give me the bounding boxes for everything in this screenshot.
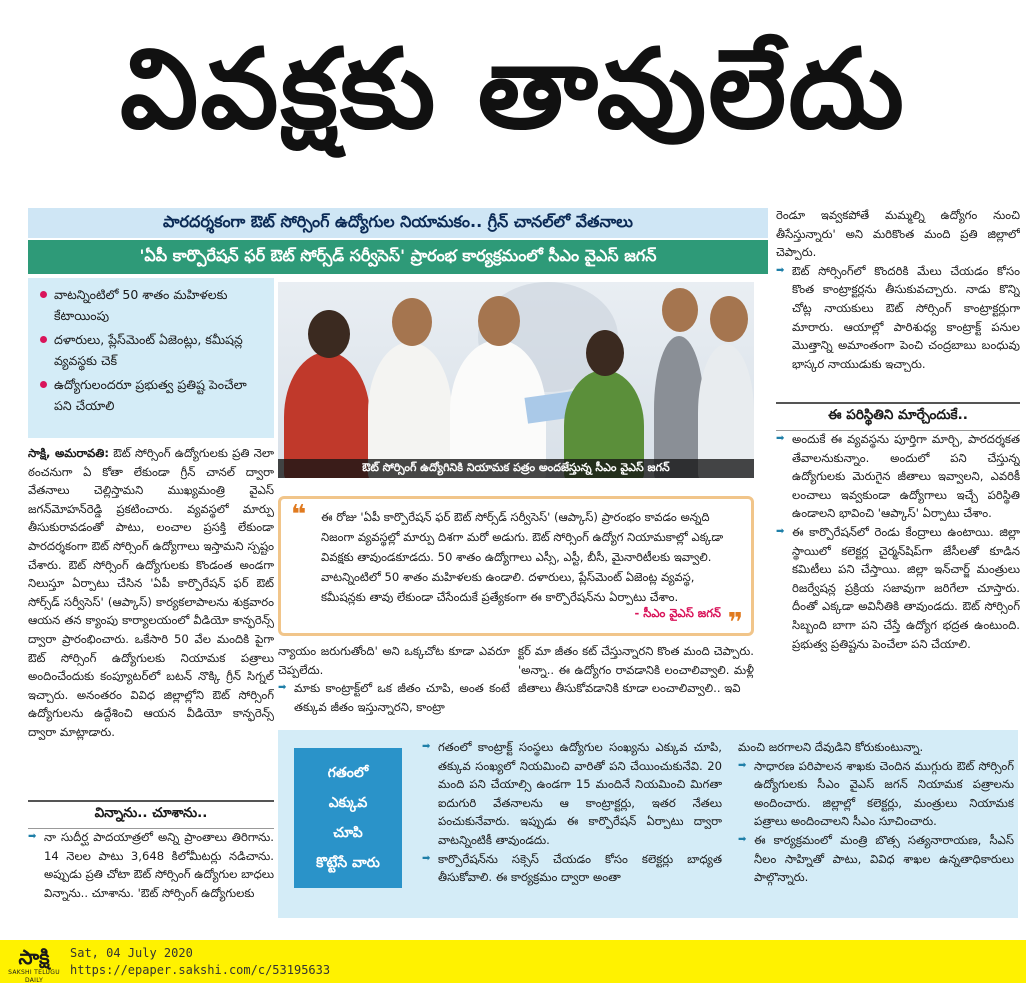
person-head-shape <box>478 296 520 346</box>
sakshi-logo <box>6 945 62 983</box>
person-shape <box>698 344 754 478</box>
news-photo <box>278 282 754 478</box>
past-col2-p1: మంచి జరగాలని దేవుడిని కోరుకుంటున్నా. <box>738 740 924 754</box>
person-head-shape <box>308 310 350 358</box>
past-box-col2 <box>738 738 1014 914</box>
past-col2-p2: ➡ సాధారణ పరిపాలన శాఖకు చెందిన ముగ్గురు ఔట్ సోర్సింగ్ ఉద్యోగులకు సీఎం వైఎస్ జగన్ నియామక పత్రాలను అందించారు. జిల్లాల్లో కలెక్టర్లు, మంత్రులు నియామక పత్రాలు అందించాలని సీఎం సూచించారు. <box>738 757 1014 831</box>
highlight-item: వాటన్నింటిలో 50 శాతం మహిళలకు కేటాయింపు <box>38 284 268 326</box>
left-sub-column <box>28 828 274 920</box>
footer-url[interactable]: https://epaper.sakshi.com/c/53195633 <box>70 963 331 977</box>
highlights-box <box>28 278 274 438</box>
middle-b-p1: క్టర్ మా జీతం కట్ చేస్తున్నారని కొంత మంది చెప్పారు. 'అన్నా.. ఈ ఉద్యోగం రావడానికి లంచాలివ్వాలి. మళ్లీ జీతాలు తీసుకోవడానికి కూడా లంచాలివ్వాలి.. ఇవి <box>518 644 754 696</box>
right-column-top <box>776 206 1020 394</box>
right-p1: రెండూ ఇవ్వకపోతే మమ్మల్ని ఉద్యోగం నుంచి తీసేస్తున్నారు' అని మరికొంత మంది ప్రతి జిల్లాలో చెప్పారు. <box>776 208 1020 260</box>
person-head-shape <box>662 288 698 332</box>
middle-column-b <box>518 642 754 726</box>
past-col1-p1: ➡ గతంలో కాంట్రాక్ట్ సంస్థలు ఉద్యోగుల సంఖ్యను ఎక్కువ చూపి, తక్కువ సంఖ్యలో నియమించి వారితో పని చేయించుకునేవి. 20 మంది పని చేయాల్సి ఉండగా 15 మందినే నియమించి మిగతా ఐదుగురి వేతనాలను ఆ కాంట్రాక్టర్లు, ఇతర నేతలు పంచుకునేవారు. ఇప్పుడు ఈ కార్పొరేషన్ ఏర్పాటు ద్వారా వాటన్నింటికీ తావుండదు. <box>422 738 722 850</box>
past-label-line: గతంలో <box>327 765 369 781</box>
middle-a-p2: ➡ మాకు కాంట్రాక్ట్‌లో ఒక జీతం చూపి, అంత కంటే తక్కువ జీతం ఇస్తున్నారని, కాంట్రా <box>278 679 510 716</box>
logo-subtext: SAKSHI TELUGU DAILY <box>8 969 60 983</box>
close-quote-icon: ❞ <box>727 608 743 638</box>
quote-text: ఈ రోజు 'ఏపీ కార్పొరేషన్ ఫర్ ఔట్ సోర్స్‌డ్ సర్వీసెస్' (ఆప్కాస్) ప్రారంభం కావడం అన్నది నిజంగా వ్యవస్థల్లో మార్పు దిశగా మరో అడుగు. ఔట్ సోర్సింగ్ ఉద్యోగ నియామకాల్లో ఎక్కడా వివక్షకు తావుండకూడదు. 50 శాతం ఉద్యోగాలు ఎస్సీ, ఎస్టీ, బీసీ, మైనారిటీలకు ఇవ్వాలి. వాటన్నింటిలో 50 శాతం మహిళలకు ఉండాలి. దళారులు, ప్లేస్‌మెంట్ ఏజెంట్ల వ్యవస్థ, కమీషన్లకు తావు లేకుండా చేసేందుకే ప్రత్యేకంగా ఈ కార్పొరేషన్‌ను ఏర్పాటు చేశాం. <box>321 510 724 604</box>
photo-caption: ఔట్ సోర్సింగ్ ఉద్యోగినికి నియామక పత్రం అందజేస్తున్న సీఎం వైఎస్ జగన్ <box>278 459 754 478</box>
past-label-line: కొట్టేసే వారు <box>316 855 380 871</box>
left-column <box>28 444 274 796</box>
deck-line-1: పారదర్శకంగా ఔట్ సోర్సింగ్ ఉద్యోగుల నియామకం.. గ్రీన్ చానల్‌లో వేతనాలు <box>28 208 768 238</box>
footer-date: Sat, 04 July 2020 <box>70 946 193 960</box>
left-body-text: ఔట్ సోర్సింగ్ ఉద్యోగులకు ప్రతి నెలా ఠంచనుగా ఏ కోతా లేకుండా గ్రీన్ చానల్ ద్వారా వేతనాలు చెల్లిస్తామని ముఖ్యమంత్రి వైఎస్ జగన్‌మోహన్‌రెడ్డి ప్రకటించారు. వ్యవస్థలో మార్పు తీసుకురావడంతో పాటు, లంచాల ప్రసక్తి లేకుండా పారదర్శకంగా ఔట్ సోర్సింగ్ ఉద్యోగాలు ఇస్తామని స్పష్టం చేశారు. ఔట్ సోర్సింగ్ ఉద్యోగులకు కొండంత అండగా నిలుస్తూ ఏర్పాటు చేసిన 'ఏపీ కార్పొరేషన్ ఫర్ ఔట్ సోర్స్‌డ్ సర్వీసెస్' (ఆప్కాస్) కార్యకలాపాలను శుక్రవారం ఆయన తన క్యాంపు కార్యాలయంలో వీడియో కాన్ఫరెన్స్ ద్వారా ప్రారంభించారు. ఒకేసారి 50 వేల మందికి పైగా ఔట్ సోర్సింగ్ ఉద్యోగులకు నియామక పత్రాలు అందించేందుకు కంప్యూటర్‌లో బటన్ నొక్కి గ్రీన్ సిగ్నల్ ఇచ్చారు. అనంతరం వివిధ జిల్లాల్లోని ఔట్ సోర్సింగ్ ఉద్యోగులను ఉద్దేశించి ఆయన వీడియో కాన్ఫరెన్స్ ద్వారా మాట్లాడారు. <box>28 446 274 739</box>
quote-attribution: - సీఎం వైఎస్ జగన్ <box>634 606 721 620</box>
right-p3: ➡ అందుకే ఈ వ్యవస్థను పూర్తిగా మార్చి, పారదర్శకత తేవాలనుకున్నాం. అందులో పని చేస్తున్న ఉద్యోగులకు మెరుగైన జీతాలు ఇవ్వాలని, ఎవరికీ లంచాలు ఇవ్వకుండా ఉద్యోగాలు ఇచ్చే పరిస్థితి ఉండాలని భావించి 'ఆప్కాస్' ఏర్పాటు చేశాం. <box>776 430 1020 523</box>
subhead-vinnanu: విన్నాను.. చూశాను.. <box>28 800 274 829</box>
person-head-shape <box>392 298 432 346</box>
past-box-col1 <box>422 738 722 914</box>
right-column-bottom <box>776 430 1020 724</box>
past-col1-p2: ➡ కార్పొరేషన్‌ను సక్సెస్ చేయడం కోసం కలెక్టర్లు బాధ్యత తీసుకోవాలి. ఈ కార్యక్రమం ద్వారా అంతా <box>422 850 722 887</box>
footer-text <box>70 945 330 979</box>
person-shape <box>654 336 704 478</box>
middle-a-p1: న్యాయం జరుగుతోంది' అని ఒక్కచోట కూడా ఎవరూ చెప్పలేదు. <box>278 644 510 677</box>
open-quote-icon: ❝ <box>291 500 307 530</box>
logo-text: సాక్షి <box>18 945 50 969</box>
past-box-label <box>294 748 402 888</box>
right-p2: ➡ ఔట్ సోర్సింగ్‌లో కొందరికి మేలు చేయడం కోసం కొంత కాంట్రాక్టర్లను తీసుకువచ్చారు. నాడు కొన్ని చోట్ల నాయకులు ఔట్ సోర్సింగ్ కాంట్రాక్టర్లుగా మారారు. ఆయాల్లో పారిశుధ్య కాంట్రాక్ట్ పనుల మొత్తాన్ని అమాంతంగా పెంచి చంద్రబాబు బంధువు భాస్కర నాయుడుకు ఇచ్చారు. <box>776 262 1020 374</box>
past-label-line: చూపి <box>333 825 363 841</box>
left-body <box>28 444 274 742</box>
person-shape <box>368 342 452 478</box>
past-label-line: ఎక్కువ <box>328 795 368 811</box>
person-head-shape <box>586 330 624 376</box>
right-p4: ➡ ఈ కార్పొరేషన్‌లో రెండు కేంద్రాలు ఉంటాయి. జిల్లా స్థాయిలో కలెక్టర్ల చైర్మన్‌షిప్‌గా జేసీలతో కూడిన కమిటీలు పని చేస్తాయి. జిల్లా ఇన్‌చార్జ్ మంత్రులు రిజర్వేషన్ల ప్రక్రియ సజావుగా జరిగేలా చూస్తారు. దీంతో ఎక్కడా అవినీతికి తావుండదు. ఔట్ సోర్సింగ్ సిబ్బంది బాగా పని చేస్తే ఉద్యోగ భద్రత ఉంటుంది. ప్రభుత్వ ప్రతిష్టను పెంచేలా పని చేయాలి. <box>776 523 1020 653</box>
quote-box <box>278 496 754 636</box>
highlight-item: దళారులు, ప్లేస్‌మెంట్ ఏజెంట్లు, కమీషన్ల వ్యవస్థకు చెక్ <box>38 329 268 371</box>
past-col2-p3: ➡ ఈ కార్యక్రమంలో మంత్రి బొత్స సత్యనారాయణ, సీఎస్ నీలం సాహ్నితో పాటు, వివిధ శాఖల ఉన్నతాధికారులు పాల్గొన్నారు. <box>738 831 1014 887</box>
deck-line-2: 'ఏపీ కార్పొరేషన్ ఫర్ ఔట్ సోర్స్‌డ్ సర్వీసెస్' ప్రారంభ కార్యక్రమంలో సీఎం వైఎస్ జగన్ <box>28 240 768 274</box>
subhead-parisithini: ఈ పరిస్థితిని మార్చేందుకే.. <box>776 402 1020 431</box>
middle-column-a <box>278 642 510 726</box>
headline: వివక్షకు తావులేదు <box>120 24 906 153</box>
dateline: సాక్షి, అమరావతి: <box>28 446 110 460</box>
person-head-shape <box>710 296 748 342</box>
highlight-item: ఉద్యోగులందరూ ప్రభుత్వ ప్రతిష్ట పెంచేలా పని చేయాలి <box>38 374 268 416</box>
left-sub-body: ➡ నా సుదీర్ఘ పాదయాత్రలో అన్ని ప్రాంతాలు తిరిగాను. 14 నెలల పాటు 3,648 కిలోమీటర్లు నడిచాను. అప్పుడు ప్రతి చోటా ఔట్ సోర్సింగ్ ఉద్యోగుల బాధలు విన్నాను.. చూశాను. 'ఔట్ సోర్సింగ్ ఉద్యోగులకు <box>28 828 274 902</box>
